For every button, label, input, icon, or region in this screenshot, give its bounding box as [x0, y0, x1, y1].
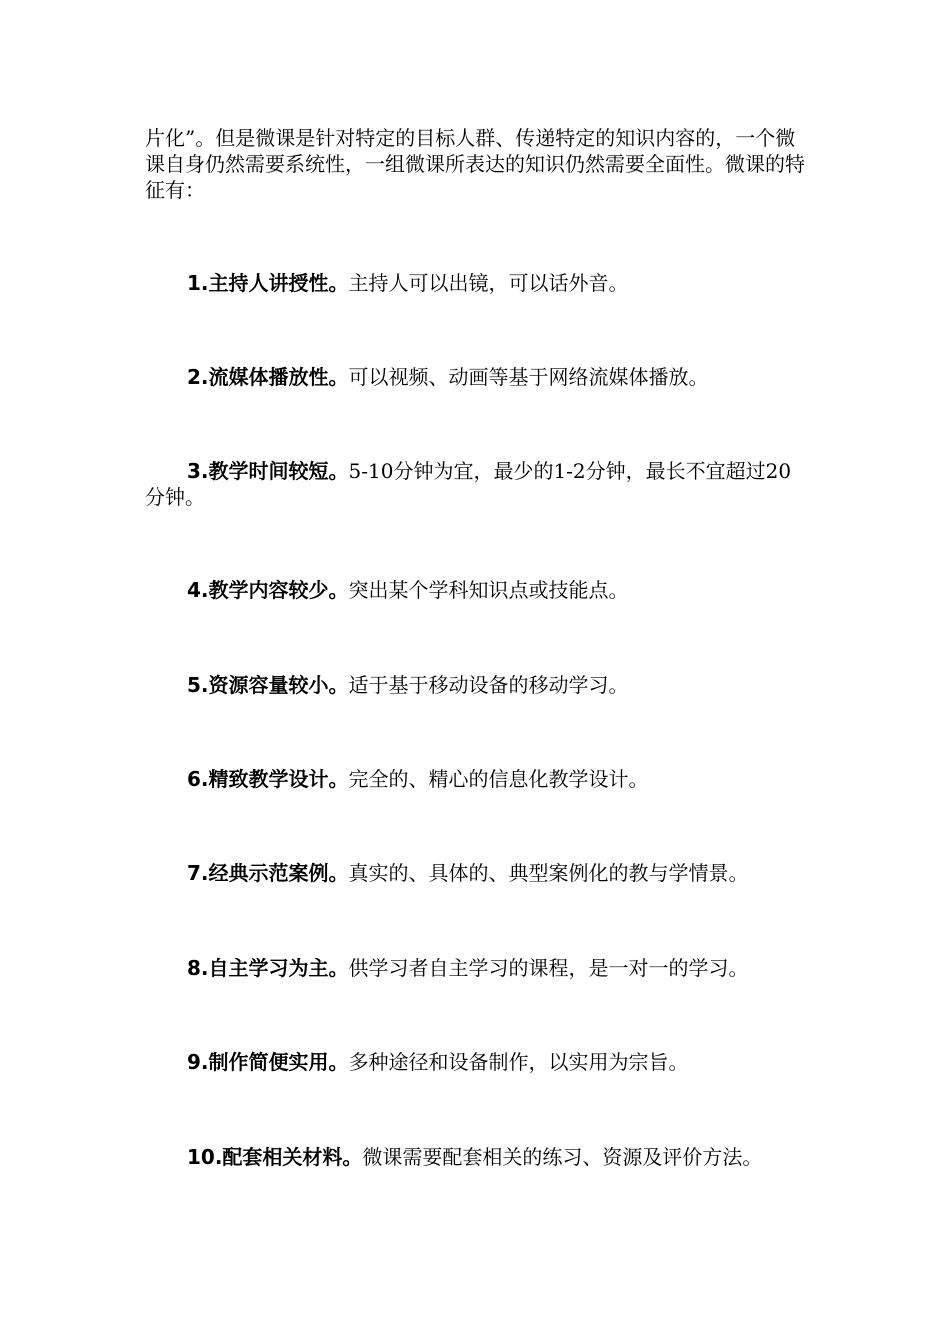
feature-term: 9.制作简便实用。 [187, 1050, 349, 1074]
feature-desc: 5-10分钟为宜，最少的1-2分钟，最长不宜超过20分钟。 [145, 459, 792, 509]
intro-paragraph: 片化”。但是微课是针对特定的目标人群、传递特定的知识内容的，一个微课自身仍然需要系统性，一组微课所表达的知识仍然需要全面性。微课的特征有： [145, 126, 805, 202]
feature-desc: 微课需要配套相关的练习、资源及评价方法。 [362, 1145, 763, 1169]
feature-item [145, 1144, 805, 1170]
feature-desc: 多种途径和设备制作，以实用为宗旨。 [348, 1050, 689, 1074]
feature-desc: 可以视频、动画等基于网络流媒体播放。 [348, 365, 709, 389]
feature-term: 6.精致教学设计。 [187, 767, 349, 791]
feature-item [145, 364, 805, 390]
feature-desc: 真实的、具体的、典型案例化的教与学情景。 [348, 861, 749, 885]
feature-term: 8.自主学习为主。 [187, 956, 349, 980]
feature-term: 7.经典示范案例。 [187, 861, 349, 885]
feature-item [145, 577, 805, 603]
feature-item [145, 270, 805, 296]
feature-term: 10.配套相关材料。 [187, 1145, 363, 1169]
feature-term: 5.资源容量较小。 [187, 673, 349, 697]
feature-item [145, 672, 805, 698]
feature-term: 4.教学内容较少。 [187, 578, 349, 602]
feature-item [145, 1049, 805, 1075]
feature-item [145, 766, 805, 792]
feature-desc: 供学习者自主学习的课程，是一对一的学习。 [348, 956, 749, 980]
feature-item [145, 860, 805, 886]
feature-desc: 主持人可以出镜，可以话外音。 [348, 271, 629, 295]
feature-desc: 完全的、精心的信息化教学设计。 [348, 767, 649, 791]
feature-desc: 突出某个学科知识点或技能点。 [348, 578, 629, 602]
feature-item [145, 458, 805, 510]
feature-item [145, 955, 805, 981]
feature-term: 2.流媒体播放性。 [187, 365, 349, 389]
feature-term: 3.教学时间较短。 [187, 459, 349, 483]
feature-desc: 适于基于移动设备的移动学习。 [348, 673, 629, 697]
feature-term: 1.主持人讲授性。 [187, 271, 349, 295]
